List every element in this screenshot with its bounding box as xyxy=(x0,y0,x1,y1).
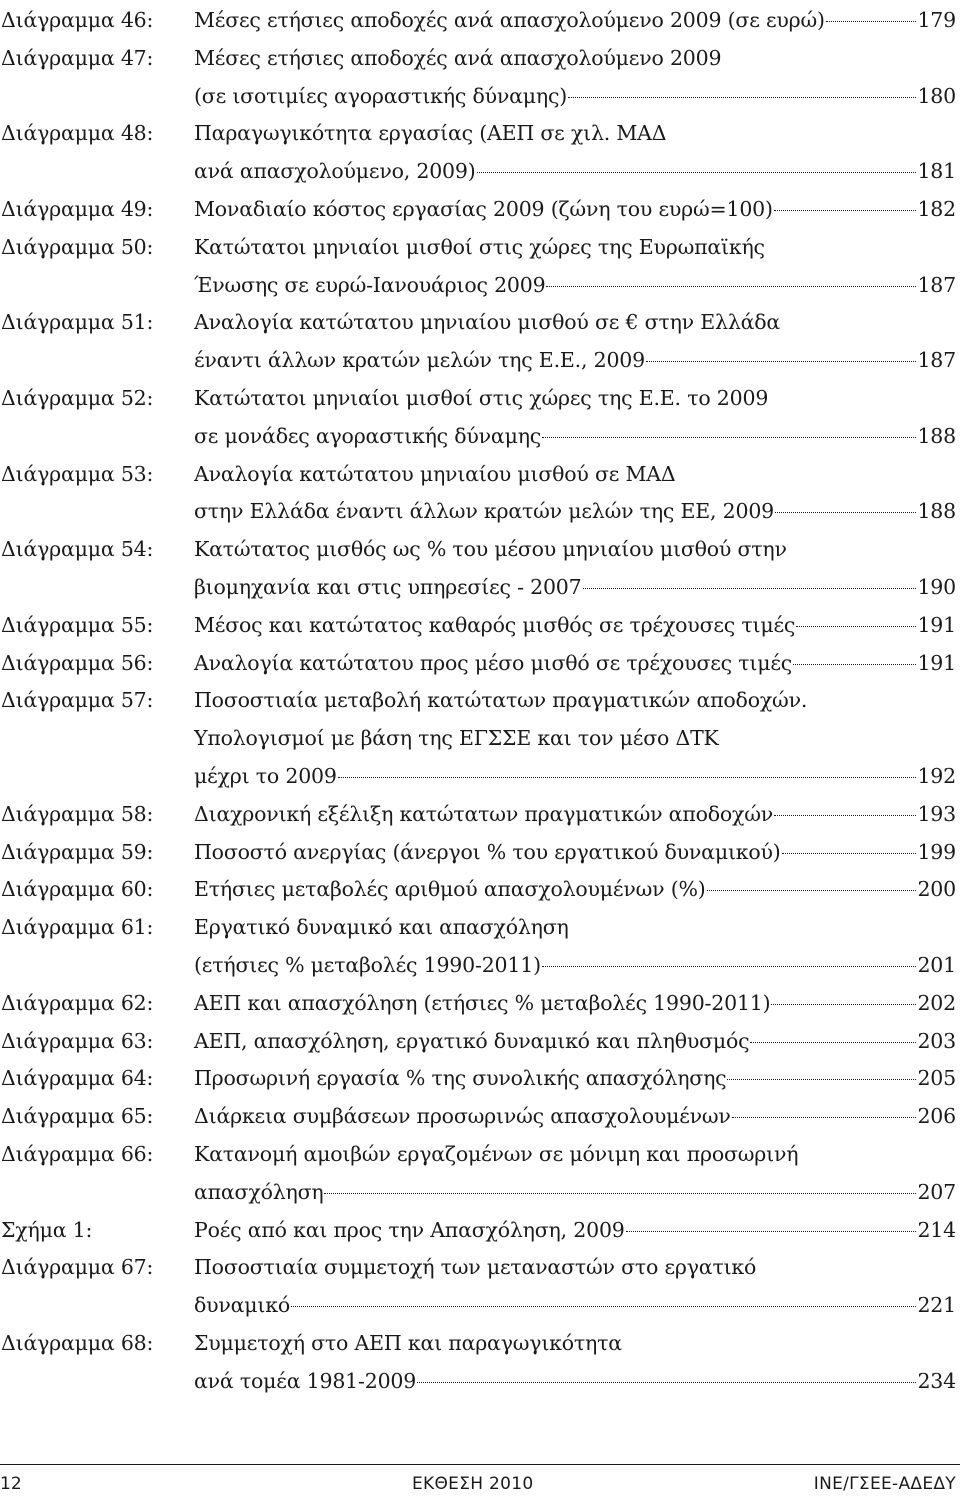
figure-title-line: μέχρι το 2009 xyxy=(194,763,337,788)
toc-entry xyxy=(0,115,960,191)
dot-leader xyxy=(417,1382,916,1383)
figure-title xyxy=(194,871,960,909)
figure-label: Διάγραμμα 55: xyxy=(1,612,154,637)
figure-title-line: Κατανομή αμοιβών εργαζομένων σε μόνιμη και προσωρινή xyxy=(194,1141,799,1166)
toc-entry xyxy=(0,682,960,795)
figure-title-line: βιομηχανία και στις υπηρεσίες - 2007 xyxy=(194,574,582,599)
figure-title-last-line xyxy=(194,191,956,229)
figure-title xyxy=(194,229,960,305)
figure-title xyxy=(194,456,960,532)
figure-title-last-line xyxy=(194,1174,956,1212)
figure-label: Διάγραμμα 52: xyxy=(1,385,154,410)
figure-title-line: Ποσοστιαία μεταβολή κατώτατων πραγματικών αποδοχών. xyxy=(194,688,808,713)
figure-title-line: ΑΕΠ, απασχόληση, εργατικό δυναμικό και πληθυσμός xyxy=(194,1028,750,1053)
toc-entry xyxy=(0,1212,960,1250)
page-number: 191 xyxy=(917,650,956,675)
toc-entry xyxy=(0,607,960,645)
figure-label: Διάγραμμα 59: xyxy=(1,839,154,864)
figure-title xyxy=(194,1249,960,1325)
toc-entry xyxy=(0,40,960,116)
dot-leader xyxy=(291,1306,916,1307)
figure-title-line: ανά απασχολούμενο, 2009) xyxy=(194,159,476,184)
dot-leader xyxy=(771,1004,916,1005)
figure-title-line: στην Ελλάδα έναντι άλλων κρατών μελών της ΕΕ, 2009 xyxy=(194,499,775,524)
figure-label: Διάγραμμα 51: xyxy=(1,310,154,335)
dot-leader xyxy=(775,512,916,513)
figure-title-line: Αναλογία κατώτατου μηνιαίου μισθού σε € στην Ελλάδα xyxy=(194,310,781,335)
figure-title xyxy=(194,1325,960,1401)
figure-title-line: Εργατικό δυναμικό και απασχόληση xyxy=(194,915,569,940)
toc-entry xyxy=(0,1060,960,1098)
figure-title-last-line xyxy=(194,796,956,834)
page-number: 207 xyxy=(917,1179,956,1204)
page-number: 188 xyxy=(917,423,956,448)
table-of-figures xyxy=(0,2,960,1400)
figure-title-line: Μοναδιαίο κόστος εργασίας 2009 (ζώνη του ευρώ=100) xyxy=(194,196,773,221)
footer-page-number: 12 xyxy=(0,1474,22,1494)
page-number: 193 xyxy=(917,801,956,826)
figure-title xyxy=(194,1212,960,1250)
toc-entry xyxy=(0,229,960,305)
page-number: 187 xyxy=(917,272,956,297)
figure-label: Διάγραμμα 46: xyxy=(1,8,154,32)
figure-title-line: Κατώτατοι μηνιαίοι μισθοί στις χώρες της Ευρωπαϊκής xyxy=(194,234,765,259)
dot-leader xyxy=(338,777,917,778)
page-number: 206 xyxy=(917,1104,956,1129)
figure-title-line: Κατώτατος μισθός ως % του μέσου μηνιαίου μισθού στην xyxy=(194,537,787,562)
figure-label: Διάγραμμα 65: xyxy=(1,1104,154,1129)
figure-title xyxy=(194,191,960,229)
figure-title xyxy=(194,115,960,191)
figure-title-last-line xyxy=(194,1363,956,1401)
page-number: 192 xyxy=(917,763,956,788)
dot-leader xyxy=(324,1193,916,1194)
page-number: 201 xyxy=(917,952,956,977)
figure-title-last-line xyxy=(194,645,956,683)
figure-label: Διάγραμμα 61: xyxy=(1,915,154,940)
figure-label: Διάγραμμα 48: xyxy=(1,121,154,146)
figure-title-line: ΑΕΠ και απασχόληση (ετήσιες % μεταβολές 1990-2011) xyxy=(194,990,771,1015)
page-number: 182 xyxy=(917,196,956,221)
figure-title-line: δυναμικό xyxy=(194,1293,291,1318)
figure-title-line: Μέσες ετήσιες αποδοχές ανά απασχολούμενο 2009 xyxy=(194,45,722,70)
toc-entry xyxy=(0,1098,960,1136)
figure-label: Διάγραμμα 67: xyxy=(1,1255,154,1280)
toc-entry xyxy=(0,871,960,909)
figure-title xyxy=(194,645,960,683)
page-number: 180 xyxy=(917,83,956,108)
toc-entry xyxy=(0,304,960,380)
toc-entry xyxy=(0,834,960,872)
figure-title xyxy=(194,40,960,116)
figure-label: Διάγραμμα 58: xyxy=(1,801,154,826)
dot-leader xyxy=(796,626,916,627)
page-number: 199 xyxy=(917,839,956,864)
dot-leader xyxy=(707,890,917,891)
figure-title xyxy=(194,2,960,40)
figure-label: Διάγραμμα 50: xyxy=(1,234,154,259)
figure-title-last-line xyxy=(194,78,956,116)
figure-title-line: Ένωσης σε ευρώ-Ιανουάριος 2009 xyxy=(194,272,546,297)
dot-leader xyxy=(546,286,916,287)
toc-entry xyxy=(0,1136,960,1212)
dot-leader xyxy=(542,966,917,967)
figure-title-line: σε μονάδες αγοραστικής δύναμης xyxy=(194,423,542,448)
figure-label: Διάγραμμα 62: xyxy=(1,990,154,1015)
dot-leader xyxy=(477,172,917,173)
figure-label: Διάγραμμα 53: xyxy=(1,461,154,486)
page-number: 203 xyxy=(917,1028,956,1053)
page-number: 205 xyxy=(917,1066,956,1091)
figure-title-line: Αναλογία κατώτατου προς μέσο μισθό σε τρέχουσες τιμές xyxy=(194,650,793,675)
dot-leader xyxy=(568,97,916,98)
figure-title-line: Διάρκεια συμβάσεων προσωρινώς απασχολουμένων xyxy=(194,1104,731,1129)
footer-rule xyxy=(0,1464,960,1465)
figure-label: Διάγραμμα 47: xyxy=(1,45,154,70)
figure-title xyxy=(194,909,960,985)
toc-entry xyxy=(0,380,960,456)
figure-label: Διάγραμμα 60: xyxy=(1,877,154,902)
figure-label: Διάγραμμα 56: xyxy=(1,650,154,675)
toc-entry xyxy=(0,645,960,683)
page-number: 187 xyxy=(917,348,956,373)
dot-leader xyxy=(826,21,917,22)
figure-title-last-line xyxy=(194,267,956,305)
dot-leader xyxy=(793,664,916,665)
figure-title-last-line xyxy=(194,342,956,380)
dot-leader xyxy=(583,588,917,589)
dot-leader xyxy=(626,1231,917,1232)
figure-title-line: (σε ισοτιμίες αγοραστικής δύναμης) xyxy=(194,83,568,108)
figure-title-last-line xyxy=(194,834,956,872)
page-number: 234 xyxy=(917,1368,956,1393)
figure-title-line: (ετήσιες % μεταβολές 1990-2011) xyxy=(194,952,541,977)
figure-title-last-line xyxy=(194,2,956,40)
figure-title-line: Μέσες ετήσιες αποδοχές ανά απασχολούμενο 2009 (σε ευρώ) xyxy=(194,8,825,32)
footer-organization: ΙΝΕ/ΓΣΕΕ-ΑΔΕΔΥ xyxy=(813,1474,956,1494)
page-number: 191 xyxy=(917,612,956,637)
figure-title-last-line xyxy=(194,1098,956,1136)
figure-title-line: ανά τομέα 1981-2009 xyxy=(194,1368,417,1393)
figure-title xyxy=(194,834,960,872)
dot-leader xyxy=(732,1117,917,1118)
figure-title-last-line xyxy=(194,418,956,456)
figure-title xyxy=(194,607,960,645)
figure-title-line: Διαχρονική εξέλιξη κατώτατων πραγματικών αποδοχών xyxy=(194,801,774,826)
figure-title-last-line xyxy=(194,607,956,645)
page-number: 202 xyxy=(917,990,956,1015)
figure-label: Διάγραμμα 64: xyxy=(1,1066,154,1091)
toc-entry xyxy=(0,1325,960,1401)
figure-title-line: Προσωρινή εργασία % της συνολικής απασχόλησης xyxy=(194,1066,727,1091)
toc-entry xyxy=(0,2,960,40)
figure-title-line: Ποσοστό ανεργίας (άνεργοι % του εργατικού δυναμικού) xyxy=(194,839,781,864)
dot-leader xyxy=(750,1042,916,1043)
figure-title-last-line xyxy=(194,493,956,531)
page-footer xyxy=(0,1464,960,1496)
figure-title-last-line xyxy=(194,1023,956,1061)
figure-title-last-line xyxy=(194,947,956,985)
figure-title-last-line xyxy=(194,569,956,607)
figure-title-line: Μέσος και κατώτατος καθαρός μισθός σε τρέχουσες τιμές xyxy=(194,612,796,637)
dot-leader xyxy=(782,853,917,854)
figure-label: Σχήμα 1: xyxy=(1,1217,93,1242)
figure-title-line: Αναλογία κατώτατου μηνιαίου μισθού σε ΜΑΔ xyxy=(194,461,676,486)
figure-title-line: Ετήσιες μεταβολές αριθμού απασχολουμένων (%) xyxy=(194,877,706,902)
figure-label: Διάγραμμα 57: xyxy=(1,688,154,713)
figure-title-line: Συμμετοχή στο ΑΕΠ και παραγωγικότητα xyxy=(194,1330,622,1355)
dot-leader xyxy=(774,815,916,816)
figure-title-line: Ροές από και προς την Απασχόληση, 2009 xyxy=(194,1217,625,1242)
toc-entry xyxy=(0,985,960,1023)
toc-entry xyxy=(0,456,960,532)
figure-title xyxy=(194,1136,960,1212)
figure-title-line: έναντι άλλων κρατών μελών της Ε.Ε., 2009 xyxy=(194,348,645,373)
figure-title-last-line xyxy=(194,1060,956,1098)
toc-entry xyxy=(0,1023,960,1061)
figure-title xyxy=(194,531,960,607)
figure-title-line: Ποσοστιαία συμμετοχή των μεταναστών στο εργατικό xyxy=(194,1255,757,1280)
figure-title xyxy=(194,304,960,380)
dot-leader xyxy=(646,361,917,362)
figure-title-last-line xyxy=(194,758,956,796)
page-number: 200 xyxy=(917,877,956,902)
figure-title xyxy=(194,1023,960,1061)
footer-report-title: ΕΚΘΕΣΗ 2010 xyxy=(412,1474,534,1494)
figure-title-line: απασχόληση xyxy=(194,1179,324,1204)
figure-label: Διάγραμμα 63: xyxy=(1,1028,154,1053)
figure-title xyxy=(194,796,960,834)
dot-leader xyxy=(727,1079,916,1080)
figure-label: Διάγραμμα 54: xyxy=(1,537,154,562)
figure-title xyxy=(194,682,960,795)
page-number: 214 xyxy=(917,1217,956,1242)
figure-title-line: Υπολογισμοί με βάση της ΕΓΣΣΕ και τον μέσο ΔΤΚ xyxy=(194,726,719,751)
toc-entry xyxy=(0,1249,960,1325)
figure-title xyxy=(194,1098,960,1136)
figure-title-last-line xyxy=(194,1212,956,1250)
figure-title-last-line xyxy=(194,1287,956,1325)
toc-entry xyxy=(0,191,960,229)
figure-label: Διάγραμμα 68: xyxy=(1,1330,154,1355)
toc-entry xyxy=(0,909,960,985)
page-number: 188 xyxy=(917,499,956,524)
figure-title-line: Κατώτατοι μηνιαίοι μισθοί στις χώρες της Ε.Ε. το 2009 xyxy=(194,385,769,410)
page-number: 221 xyxy=(917,1293,956,1318)
page-number: 190 xyxy=(917,574,956,599)
figure-title-last-line xyxy=(194,871,956,909)
figure-title xyxy=(194,1060,960,1098)
figure-title-line: Παραγωγικότητα εργασίας (ΑΕΠ σε χιλ. ΜΑΔ xyxy=(194,121,667,146)
figure-label: Διάγραμμα 49: xyxy=(1,196,154,221)
figure-title-last-line xyxy=(194,153,956,191)
toc-entry xyxy=(0,531,960,607)
figure-label: Διάγραμμα 66: xyxy=(1,1141,154,1166)
dot-leader xyxy=(774,210,917,211)
dot-leader xyxy=(542,437,916,438)
page-number: 179 xyxy=(917,8,956,32)
toc-entry xyxy=(0,796,960,834)
figure-title xyxy=(194,985,960,1023)
page-number: 181 xyxy=(917,159,956,184)
figure-title xyxy=(194,380,960,456)
figure-title-last-line xyxy=(194,985,956,1023)
